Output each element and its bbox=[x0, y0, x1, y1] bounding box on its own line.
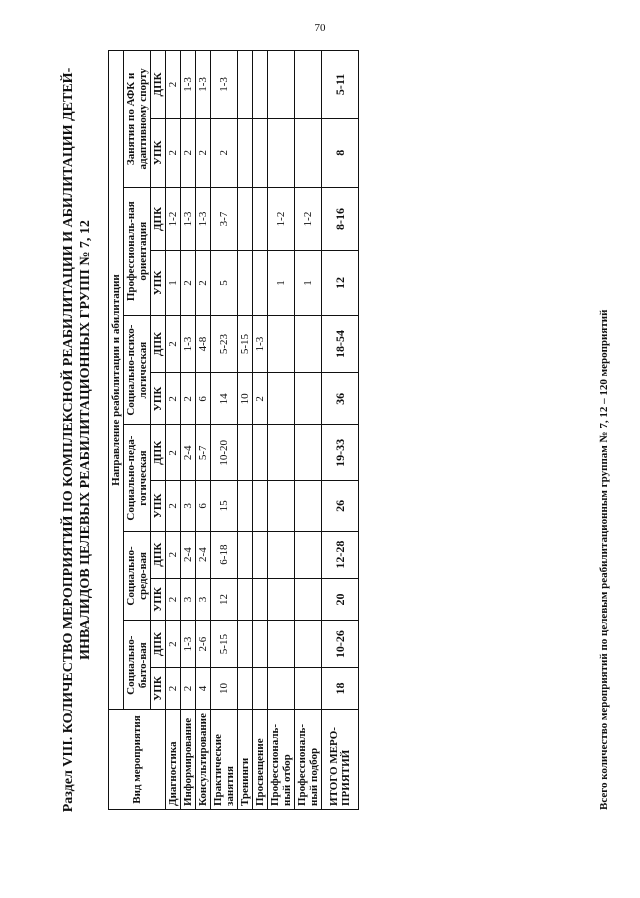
value-cell: 3 bbox=[196, 578, 211, 621]
table-row bbox=[181, 51, 196, 810]
value-cell: 2 bbox=[166, 315, 181, 373]
value-cell bbox=[268, 373, 295, 425]
activity-name: Информирование bbox=[181, 710, 196, 810]
value-cell: 1-3 bbox=[181, 315, 196, 373]
value-cell: 2 bbox=[166, 578, 181, 621]
value-cell: 3-7 bbox=[211, 187, 238, 251]
value-cell bbox=[268, 621, 295, 668]
table-row bbox=[196, 51, 211, 810]
subheader-row bbox=[151, 51, 166, 810]
activity-name: Просвещение bbox=[253, 710, 268, 810]
value-cell bbox=[295, 118, 322, 187]
value-cell: 2 bbox=[181, 667, 196, 709]
value-cell bbox=[253, 251, 268, 316]
value-cell: 18 bbox=[322, 667, 359, 709]
value-cell: 19-33 bbox=[322, 425, 359, 481]
value-cell bbox=[268, 425, 295, 481]
subheader-upk: УПК bbox=[151, 118, 166, 187]
value-cell: 5-23 bbox=[211, 315, 238, 373]
subheader-upk: УПК bbox=[151, 667, 166, 709]
subheader-dpk: ДПК bbox=[151, 531, 166, 578]
value-cell bbox=[295, 578, 322, 621]
value-cell: 6-18 bbox=[211, 531, 238, 578]
activity-name: Профессиональ-ный отбор bbox=[268, 710, 295, 810]
category-header: Социально-психо-логическая bbox=[124, 315, 151, 425]
value-cell: 10 bbox=[238, 373, 253, 425]
category-header: Профессиональ-ная ориентация bbox=[124, 187, 151, 315]
value-cell: 1-3 bbox=[181, 51, 196, 119]
value-cell bbox=[295, 51, 322, 119]
header-activity: Вид мероприятия bbox=[109, 710, 166, 810]
activity-name: Диагностика bbox=[166, 710, 181, 810]
value-cell bbox=[268, 481, 295, 531]
value-cell: 2-4 bbox=[196, 531, 211, 578]
table-row bbox=[166, 51, 181, 810]
subheader-dpk: ДПК bbox=[151, 51, 166, 119]
subheader-upk: УПК bbox=[151, 481, 166, 531]
activity-name: Практические занятия bbox=[211, 710, 238, 810]
value-cell: 12 bbox=[322, 251, 359, 316]
value-cell: 2 bbox=[211, 118, 238, 187]
value-cell: 4 bbox=[196, 667, 211, 709]
rotated-document-block bbox=[60, 10, 630, 870]
value-cell bbox=[238, 621, 253, 668]
value-cell: 15 bbox=[211, 481, 238, 531]
value-cell: 1 bbox=[166, 251, 181, 316]
value-cell: 2-4 bbox=[181, 425, 196, 481]
value-cell bbox=[253, 531, 268, 578]
value-cell: 3 bbox=[181, 578, 196, 621]
value-cell bbox=[268, 118, 295, 187]
value-cell bbox=[268, 315, 295, 373]
value-cell bbox=[238, 531, 253, 578]
total-row bbox=[322, 51, 359, 810]
table-row bbox=[295, 51, 322, 810]
value-cell bbox=[253, 187, 268, 251]
value-cell: 1-3 bbox=[196, 51, 211, 119]
activity-name: Профессиональ-ный подбор bbox=[295, 710, 322, 810]
value-cell: 4-8 bbox=[196, 315, 211, 373]
value-cell bbox=[238, 118, 253, 187]
category-header: Социально-средо-вая bbox=[124, 531, 151, 621]
subheader-upk: УПК bbox=[151, 578, 166, 621]
value-cell: 10-20 bbox=[211, 425, 238, 481]
subheader-dpk: ДПК bbox=[151, 315, 166, 373]
value-cell bbox=[253, 118, 268, 187]
value-cell bbox=[268, 667, 295, 709]
value-cell: 2 bbox=[166, 481, 181, 531]
value-cell: 5-7 bbox=[196, 425, 211, 481]
value-cell: 6 bbox=[196, 373, 211, 425]
value-cell: 2 bbox=[166, 531, 181, 578]
value-cell: 2 bbox=[166, 667, 181, 709]
value-cell: 1-2 bbox=[166, 187, 181, 251]
value-cell bbox=[295, 621, 322, 668]
value-cell: 1-3 bbox=[181, 187, 196, 251]
subheader-dpk: ДПК bbox=[151, 187, 166, 251]
table-row bbox=[238, 51, 253, 810]
value-cell: 1-3 bbox=[253, 315, 268, 373]
title-line-2: ИНВАЛИДОВ ЦЕЛЕВЫХ РЕАБИЛИТАЦИОННЫХ ГРУПП № 7, 12 bbox=[78, 220, 93, 660]
value-cell: 10-26 bbox=[322, 621, 359, 668]
value-cell: 1 bbox=[295, 251, 322, 316]
value-cell: 5 bbox=[211, 251, 238, 316]
value-cell bbox=[295, 315, 322, 373]
category-header: Социально-быто-вая bbox=[124, 621, 151, 710]
value-cell: 2 bbox=[181, 118, 196, 187]
value-cell bbox=[238, 251, 253, 316]
activity-name: Консультирование bbox=[196, 710, 211, 810]
activity-name: ИТОГО МЕРО-ПРИЯТИЙ bbox=[322, 710, 359, 810]
value-cell: 18-54 bbox=[322, 315, 359, 373]
value-cell: 2 bbox=[166, 118, 181, 187]
value-cell: 2 bbox=[196, 251, 211, 316]
category-header: Социально-педа-гогическая bbox=[124, 425, 151, 531]
footnote: Всего количество мероприятий по целевым реабилитационным группам № 7, 12 – 120 мероприятий bbox=[598, 309, 610, 810]
title-line-1: Раздел VIII. КОЛИЧЕСТВО МЕРОПРИЯТИЙ ПО КОМПЛЕКСНОЙ РЕАБИЛИТАЦИИ И АБИЛИТАЦИИ ДЕТЕЙ- bbox=[61, 67, 76, 813]
category-header: Занятия по АФК и адаптивному спорту bbox=[124, 51, 151, 188]
value-cell bbox=[268, 578, 295, 621]
value-cell: 5-15 bbox=[238, 315, 253, 373]
value-cell: 12-28 bbox=[322, 531, 359, 578]
value-cell bbox=[295, 667, 322, 709]
value-cell: 3 bbox=[181, 481, 196, 531]
value-cell bbox=[268, 531, 295, 578]
value-cell: 10 bbox=[211, 667, 238, 709]
value-cell: 36 bbox=[322, 373, 359, 425]
value-cell bbox=[238, 481, 253, 531]
value-cell bbox=[295, 531, 322, 578]
value-cell bbox=[253, 51, 268, 119]
value-cell: 2 bbox=[196, 118, 211, 187]
value-cell: 12 bbox=[211, 578, 238, 621]
table-row bbox=[211, 51, 238, 810]
value-cell: 1-3 bbox=[211, 51, 238, 119]
value-cell: 2 bbox=[181, 373, 196, 425]
value-cell: 2 bbox=[166, 51, 181, 119]
value-cell: 5-11 bbox=[322, 51, 359, 119]
page-number: 70 bbox=[314, 22, 326, 34]
value-cell bbox=[253, 667, 268, 709]
value-cell bbox=[295, 481, 322, 531]
value-cell bbox=[238, 187, 253, 251]
value-cell: 5-15 bbox=[211, 621, 238, 668]
value-cell: 2 bbox=[166, 621, 181, 668]
value-cell bbox=[253, 481, 268, 531]
value-cell bbox=[295, 425, 322, 481]
value-cell: 1-2 bbox=[295, 187, 322, 251]
value-cell: 2-4 bbox=[181, 531, 196, 578]
value-cell: 20 bbox=[322, 578, 359, 621]
value-cell bbox=[253, 621, 268, 668]
value-cell: 2-6 bbox=[196, 621, 211, 668]
value-cell: 14 bbox=[211, 373, 238, 425]
value-cell: 1 bbox=[268, 251, 295, 316]
value-cell: 2 bbox=[166, 373, 181, 425]
header-direction: Направление реабилитации и абилитации bbox=[109, 51, 124, 710]
value-cell: 6 bbox=[196, 481, 211, 531]
value-cell: 2 bbox=[253, 373, 268, 425]
rehabilitation-table bbox=[108, 50, 359, 810]
value-cell: 8 bbox=[322, 118, 359, 187]
value-cell: 1-3 bbox=[196, 187, 211, 251]
value-cell: 8-16 bbox=[322, 187, 359, 251]
value-cell bbox=[238, 425, 253, 481]
value-cell: 1-3 bbox=[181, 621, 196, 668]
value-cell bbox=[253, 425, 268, 481]
section-title bbox=[60, 10, 94, 870]
subheader-upk: УПК bbox=[151, 373, 166, 425]
subheader-dpk: ДПК bbox=[151, 621, 166, 668]
value-cell bbox=[238, 667, 253, 709]
value-cell: 2 bbox=[166, 425, 181, 481]
subheader-upk: УПК bbox=[151, 251, 166, 316]
value-cell bbox=[253, 578, 268, 621]
activity-name: Тренинги bbox=[238, 710, 253, 810]
value-cell bbox=[238, 578, 253, 621]
value-cell: 26 bbox=[322, 481, 359, 531]
value-cell bbox=[295, 373, 322, 425]
value-cell bbox=[238, 51, 253, 119]
value-cell: 2 bbox=[181, 251, 196, 316]
subheader-dpk: ДПК bbox=[151, 425, 166, 481]
value-cell: 1-2 bbox=[268, 187, 295, 251]
table-row bbox=[253, 51, 268, 810]
table-row bbox=[268, 51, 295, 810]
value-cell bbox=[268, 51, 295, 119]
table-body bbox=[166, 51, 359, 810]
